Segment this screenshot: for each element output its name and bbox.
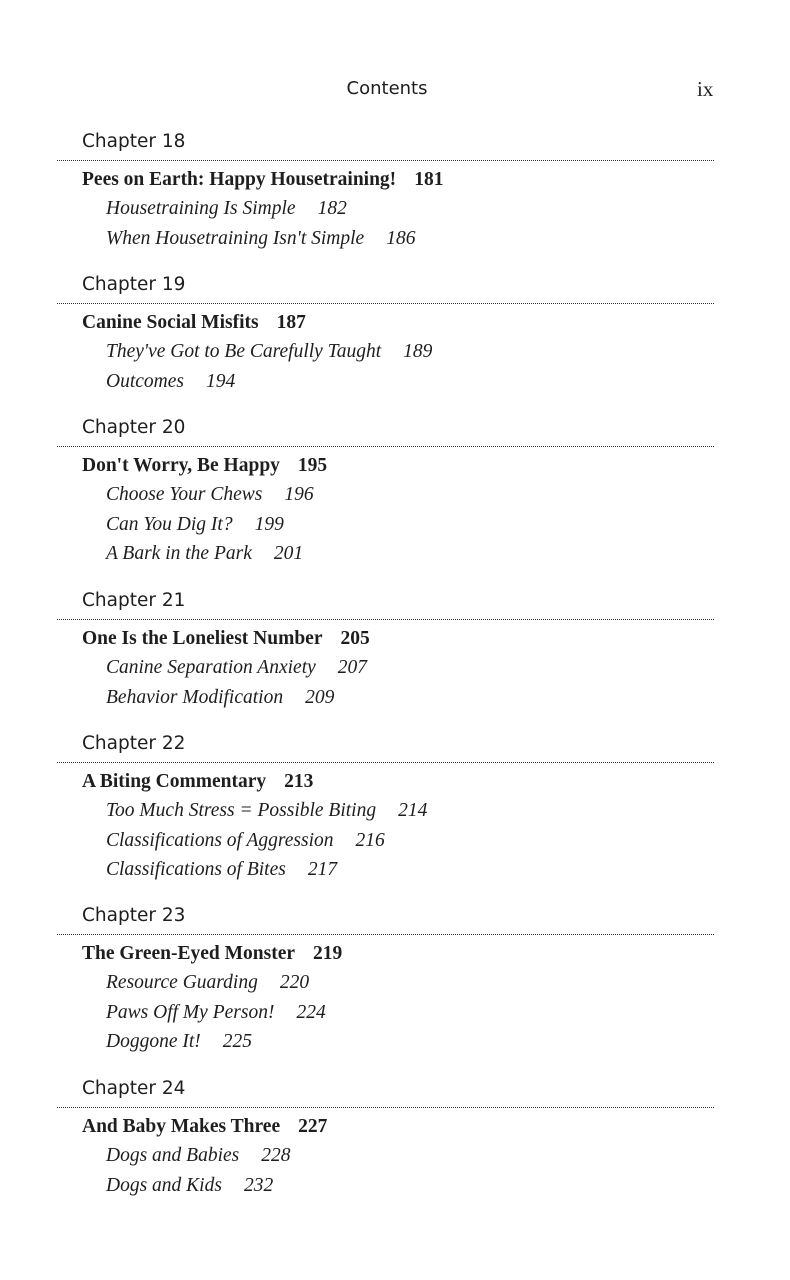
chapter-label: Chapter 18 [82, 131, 186, 152]
section-entry[interactable] [106, 1000, 326, 1026]
section-title: Doggone It! [106, 1031, 201, 1052]
section-entry[interactable] [106, 482, 314, 508]
section-entry[interactable] [106, 828, 385, 854]
section-entry[interactable] [106, 1143, 291, 1169]
chapter-title: One Is the Loneliest Number [82, 628, 323, 649]
section-page-number: 196 [284, 484, 314, 505]
chapter-title: The Green-Eyed Monster [82, 943, 296, 964]
section-title: Outcomes [106, 370, 184, 392]
section-title: Behavior Modification [106, 686, 284, 708]
section-entry[interactable] [106, 512, 284, 538]
section-page-number: 207 [337, 657, 368, 678]
section-entry[interactable] [106, 1029, 252, 1055]
chapter-title-entry[interactable] [82, 167, 443, 193]
section-entry[interactable] [106, 226, 415, 252]
section-page-number: 214 [398, 800, 428, 821]
section-page-number: 232 [243, 1174, 274, 1196]
section-entry[interactable] [106, 369, 235, 395]
section-page-number: 189 [403, 341, 433, 362]
section-title: Paws Off My Person! [106, 1001, 275, 1023]
dotted-rule [57, 160, 714, 161]
section-page-number: 228 [261, 1145, 291, 1166]
section-entry[interactable] [106, 339, 432, 365]
section-title: Dogs and Kids [106, 1174, 222, 1196]
section-entry[interactable] [106, 655, 367, 681]
section-title: Too Much Stress = Possible Biting [106, 800, 377, 821]
chapter-page-number: 187 [276, 312, 306, 333]
chapter-page-number: 227 [298, 1116, 328, 1137]
section-title: Housetraining Is Simple [106, 198, 296, 219]
dotted-rule [57, 762, 714, 763]
chapter-label: Chapter 20 [82, 417, 186, 438]
section-page-number: 201 [273, 543, 304, 564]
section-entry[interactable] [106, 970, 309, 996]
chapter-title-entry[interactable] [82, 310, 306, 336]
section-entry[interactable] [106, 857, 337, 883]
chapter-label: Chapter 19 [82, 274, 186, 295]
chapter-title: And Baby Makes Three [82, 1116, 281, 1137]
section-page-number: 224 [296, 1001, 326, 1023]
section-page-number: 186 [386, 227, 416, 249]
chapter-title-entry[interactable] [82, 453, 327, 479]
section-title: They've Got to Be Carefully Taught [106, 341, 382, 362]
chapter-title: Don't Worry, Be Happy [82, 455, 280, 476]
dotted-rule [57, 1107, 714, 1108]
section-entry[interactable] [106, 1173, 273, 1199]
section-title: Choose Your Chews [106, 484, 263, 505]
page-number: ix [697, 77, 714, 101]
section-page-number: 216 [355, 829, 385, 851]
section-entry[interactable] [106, 685, 334, 711]
chapter-label: Chapter 23 [82, 905, 186, 926]
section-page-number: 209 [305, 686, 335, 708]
section-page-number: 220 [279, 972, 310, 993]
chapter-page-number: 195 [297, 455, 328, 476]
running-head [0, 77, 790, 103]
section-title: Canine Separation Anxiety [106, 657, 316, 678]
chapter-title-entry[interactable] [82, 941, 342, 967]
section-entry[interactable] [106, 798, 427, 824]
section-title: Classifications of Aggression [106, 829, 334, 851]
chapter-title: A Biting Commentary [82, 771, 267, 792]
section-page-number: 225 [222, 1031, 253, 1052]
chapter-title-entry[interactable] [82, 1114, 327, 1140]
dotted-rule [57, 619, 714, 620]
chapter-title: Pees on Earth: Happy Housetraining! [82, 169, 397, 190]
running-head-title: Contents [346, 78, 428, 99]
section-title: Can You Dig It? [106, 513, 233, 535]
section-page-number: 217 [307, 859, 338, 880]
section-title: A Bark in the Park [106, 543, 252, 564]
section-page-number: 182 [317, 198, 347, 219]
section-title: Dogs and Babies [106, 1145, 240, 1166]
chapter-page-number: 219 [313, 943, 343, 964]
chapter-label: Chapter 22 [82, 733, 186, 754]
chapter-title: Canine Social Misfits [82, 312, 259, 333]
section-title: When Housetraining Isn't Simple [106, 227, 365, 249]
chapter-page-number: 181 [414, 169, 444, 190]
dotted-rule [57, 446, 714, 447]
chapter-page-number: 205 [340, 628, 370, 649]
section-page-number: 194 [205, 370, 236, 392]
dotted-rule [57, 303, 714, 304]
chapter-label: Chapter 21 [82, 590, 186, 611]
chapter-label: Chapter 24 [82, 1078, 186, 1099]
section-page-number: 199 [254, 513, 284, 535]
chapter-page-number: 213 [284, 771, 314, 792]
section-title: Classifications of Bites [106, 859, 286, 880]
chapter-title-entry[interactable] [82, 626, 370, 652]
section-entry[interactable] [106, 541, 303, 567]
section-title: Resource Guarding [106, 972, 258, 993]
dotted-rule [57, 934, 714, 935]
section-entry[interactable] [106, 196, 347, 222]
chapter-title-entry[interactable] [82, 769, 313, 795]
